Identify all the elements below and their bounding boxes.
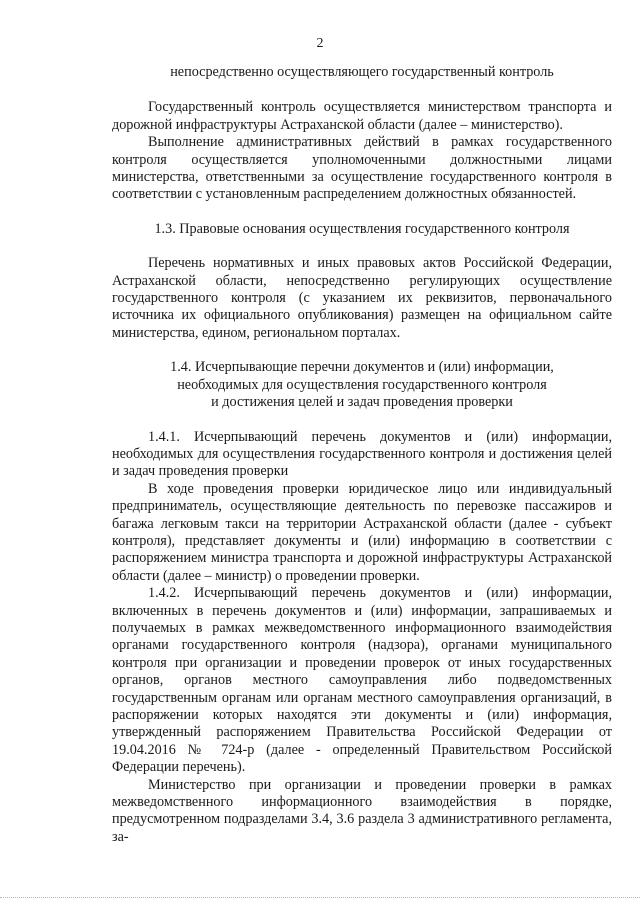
paragraph-interagency-interaction: Министерство при организации и проведении проверки в рамках межведомственного информационного взаимодействия в порядке, предусмотренном подразделами 3.4, 3.6 раздела 3 административного регламента, за- <box>112 776 612 845</box>
paragraph-administrative-actions: Выполнение административных действий в рамках государственного контроля осуществляется уполномоченными должностными лицами министерства, ответственными за осуществление государственного контроля в соответствии с установленным распределением должностных обязанностей. <box>112 134 612 203</box>
paragraph-inspection-documents: В ходе проведения проверки юридическое лицо или индивидуальный предприниматель, осуществляющие деятельность по перевозке пассажиров и багажа легковым такси на территории Астраханской области (далее - субъект контроля), представляет документы и (или) информацию в соответствии с распоряжением министра транспорта и дорожной инфраструктуры Астраханской области (далее – министр) о проведении проверки. <box>112 480 612 584</box>
section-heading-1-3: 1.3. Правовые основания осуществления государственного контроля <box>154 220 570 237</box>
section-heading-1-4-line-2: необходимых для осуществления государственного контроля <box>177 376 547 393</box>
section-heading-1-4-line-1: 1.4. Исчерпывающие перечни документов и (или) информации, <box>170 359 554 376</box>
page-number: 2 <box>316 36 324 51</box>
paragraph-control-body: Государственный контроль осуществляется министерством транспорта и дорожной инфраструктуры Астраханской области (далее – министерство). <box>112 99 612 133</box>
scan-edge-line <box>0 897 640 899</box>
paragraph-1-4-1: 1.4.1. Исчерпывающий перечень документов и (или) информации, необходимых для осуществления государственного контроля и достижения целей и задач проведения проверки <box>112 428 612 480</box>
document-body <box>112 64 612 846</box>
paragraph-legal-acts: Перечень нормативных и иных правовых актов Российской Федерации, Астраханской области, непосредственно регулирующих осуществление государственного контроля (с указанием их реквизитов, первоначального источника их официального опубликования) размещен на официальном сайте министерства, едином, региональном порталах. <box>112 255 612 341</box>
paragraph-1-4-2: 1.4.2. Исчерпывающий перечень документов и (или) информации, включенных в перечень документов и (или) информации, запрашиваемых и получаемых в рамках межведомственного информационного взаимодействия органами государственного контроля (надзора), органами муниципального контроля при организации и проведении проверок от иных государственных органов, органов местного самоуправления либо подведомственных государственным органам или органам местного самоуправления организаций, в распоряжении которых находятся эти документы и (или) информация, утвержденный распоряжением Правительства Российской Федерации от 19.04.2016 № 724-р (далее - определенный Правительством Российской Федерации перечень). <box>112 585 612 776</box>
heading-continuation: непосредственно осуществляющего государственный контроль <box>170 64 554 80</box>
section-heading-1-4-line-3: и достижения целей и задач проведения проверки <box>211 394 513 411</box>
